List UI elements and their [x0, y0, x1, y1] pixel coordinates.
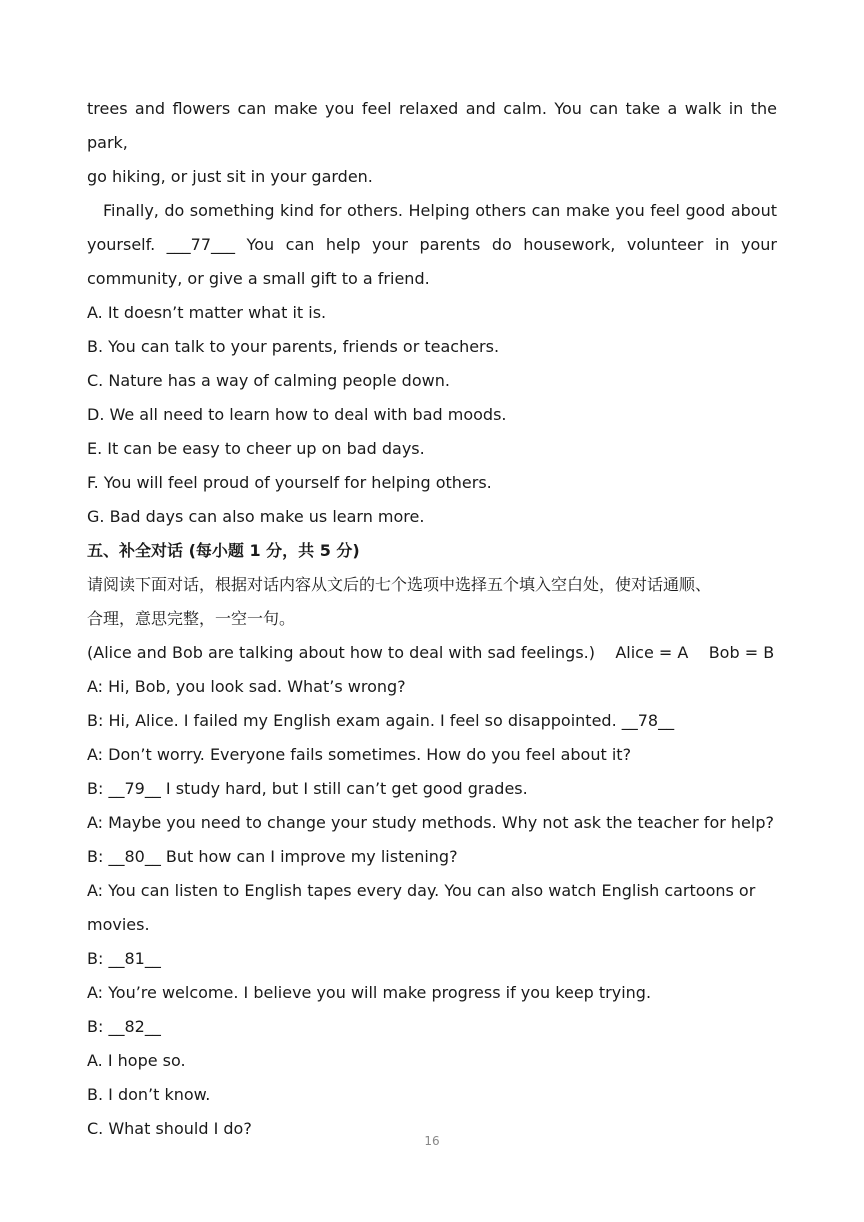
dialogue-line: A: You can listen to English tapes every day. You can also watch English cartoons or	[87, 881, 756, 900]
dialogue-line: B: __79__ I study hard, but I still can’t get good grades.	[87, 779, 528, 798]
option-item: B. I don’t know.	[87, 1085, 211, 1104]
option-item: G. Bad days can also make us learn more.	[87, 507, 425, 526]
dialogue-context: (Alice and Bob are talking about how to deal with sad feelings.) Alice = A Bob = B	[87, 643, 775, 662]
page-content	[87, 92, 777, 1146]
option-item: C. Nature has a way of calming people down.	[87, 371, 450, 390]
dialogue-line: A: Hi, Bob, you look sad. What’s wrong?	[87, 677, 406, 696]
section-instructions: 请阅读下面对话，根据对话内容从文后的七个选项中选择五个填入空白处，使对话通顺、	[87, 575, 712, 594]
page-number: 16	[424, 1134, 440, 1148]
passage-line: go hiking, or just sit in your garden.	[87, 167, 373, 186]
dialogue-line: B: Hi, Alice. I failed my English exam again. I feel so disappointed. __78__	[87, 711, 675, 730]
dialogue-line: B: __80__ But how can I improve my listening?	[87, 847, 458, 866]
dialogue-line: A: You’re welcome. I believe you will make progress if you keep trying.	[87, 983, 652, 1002]
dialogue	[87, 670, 777, 1044]
option-item: E. It can be easy to cheer up on bad days.	[87, 439, 425, 458]
option-item: A. It doesn’t matter what it is.	[87, 303, 327, 322]
option-item: F. You will feel proud of yourself for helping others.	[87, 473, 492, 492]
dialogue-options-list	[87, 1044, 777, 1146]
dialogue-line: B: __82__	[87, 1017, 161, 1036]
option-item: D. We all need to learn how to deal with bad moods.	[87, 405, 507, 424]
dialogue-line: movies.	[87, 915, 150, 934]
dialogue-line: A: Maybe you need to change your study methods. Why not ask the teacher for help?	[87, 813, 774, 832]
option-item: B. You can talk to your parents, friends or teachers.	[87, 337, 500, 356]
passage-line: community, or give a small gift to a friend.	[87, 269, 430, 288]
passage-line: Finally, do something kind for others. Helping others can make you feel good about	[103, 201, 777, 220]
passage-line: trees and flowers can make you feel relaxed and calm. You can take a walk in the park,	[87, 99, 777, 152]
passage-options-list	[87, 296, 777, 534]
section-instructions: 合理，意思完整，一空一句。	[87, 609, 296, 628]
option-item: C. What should I do?	[87, 1119, 252, 1138]
section-heading: 五、补全对话 (每小题 1 分，共 5 分)	[87, 541, 360, 560]
dialogue-line: B: __81__	[87, 949, 161, 968]
dialogue-line: A: Don’t worry. Everyone fails sometimes. How do you feel about it?	[87, 745, 632, 764]
passage-line: yourself. ___77___ You can help your parents do housework, volunteer in your	[87, 235, 777, 254]
passage-continuation	[87, 92, 777, 296]
option-item: A. I hope so.	[87, 1051, 186, 1070]
